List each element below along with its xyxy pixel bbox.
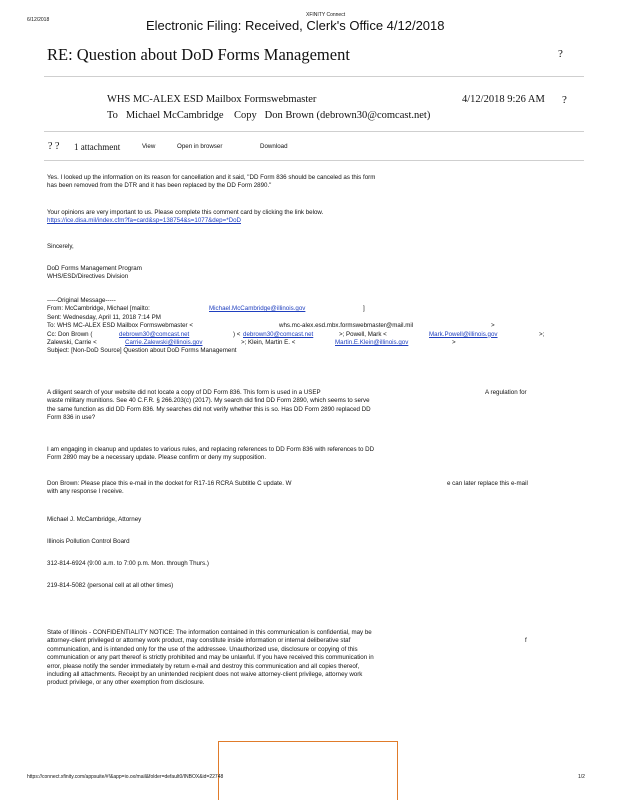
email-address: whs.mc-alex.esd.mbx.formswebmaster@mail.mil	[279, 322, 414, 330]
divider	[44, 160, 584, 161]
footer-url: https://connect.xfinity.com/appsuite/#!&app=io.ox/mail&folder=default0/INBOX&id=22748	[27, 774, 224, 780]
email-subject: RE: Question about DoD Forms Management	[47, 45, 350, 64]
help-icon[interactable]: ?	[562, 94, 567, 106]
email-link[interactable]: debrown30@comcast.net	[119, 330, 190, 338]
divider	[44, 131, 584, 132]
email-link[interactable]: Carrie.Zalewski@illinois.gov	[125, 339, 203, 347]
comment-card-link[interactable]: https://ice.disa.mil/index.cfm?fa=card&sp=138754&s=1077&dep=*DoD	[47, 217, 241, 225]
open-in-browser-button[interactable]: Open in browser	[177, 143, 223, 150]
body-paragraph: A diligent search of your website did not locate a copy of DD Form 836. This form is used in a USEP A regulation for waste military munitions. See 40 C.F.R. § 266.203(c) (2017). My search did find DD Form 2890, which seems to serve the same function as did DD Form 836. My searches did not verify whether this is so. Has DD Form 2890 replaced DD Form 836 in use?	[47, 389, 527, 422]
print-date: 6/12/2018	[27, 17, 50, 23]
signature-org: Illinois Pollution Control Board	[47, 538, 130, 545]
message-datetime: 4/12/2018 9:26 AM	[462, 94, 545, 105]
body-paragraph: Yes. I looked up the information on its reason for cancellation and it said, "DD Form 836 should be canceled as this form has been removed from the DTR and it has been replaced by the DD Form 2890."	[47, 174, 376, 190]
signature-name: Michael J. McCambridge, Attorney	[47, 516, 142, 523]
to-recipient[interactable]: Michael McCambridge	[125, 110, 224, 121]
email-link[interactable]: debrown30@comcast.net	[243, 330, 314, 338]
body-paragraph: I am engaging in cleanup and updates to various rules, and replacing references to DD Form 836 with references to DD Form 2890 may be a necessary update. Please confirm or deny my supposition.	[47, 446, 375, 462]
attachment-count[interactable]: 1 attachment	[74, 142, 121, 152]
attachment-icons: ? ?	[48, 141, 60, 152]
copy-label: Copy	[234, 110, 257, 121]
body-paragraph: Don Brown: Please place this e-mail in the docket for R17-16 RCRA Subtitle C update. W e can later replace this e-mail with any response I receive.	[47, 480, 528, 496]
divider	[44, 76, 584, 77]
signature-phone: 312-814-6924 (9:00 a.m. to 7:00 p.m. Mon. through Thurs.)	[47, 560, 209, 567]
closing: Sincerely,	[47, 243, 74, 250]
signature-phone: 219-814-5082 (personal cell at all other times)	[47, 582, 174, 589]
email-link[interactable]: Mark.Powell@illinois.gov	[429, 330, 498, 338]
view-button[interactable]: View	[142, 143, 156, 150]
attachment-preview-frame	[218, 741, 398, 800]
print-stamp: XFINITY Connect	[306, 12, 346, 18]
body-paragraph: Your opinions are very important to us. Please complete this comment card by clicking the link below. https://ice.disa.mil/index.cfm?fa=card&sp=138754&s=1077&dep=*DoD	[47, 209, 577, 226]
filing-stamp: Electronic Filing: Received, Clerk's Office 4/12/2018	[146, 18, 445, 33]
help-icon[interactable]: ?	[558, 48, 563, 60]
download-button[interactable]: Download	[260, 143, 288, 150]
sender-name[interactable]: WHS MC-ALEX ESD Mailbox Formswebmaster	[107, 94, 317, 105]
signature-block: DoD Forms Management Program WHS/ESD/Directives Division	[47, 265, 142, 281]
recipients-row	[107, 110, 430, 121]
footer-page-number: 1/2	[578, 774, 585, 780]
to-label: To	[107, 110, 118, 121]
copy-recipient[interactable]: Don Brown (debrown30@comcast.net)	[264, 110, 431, 121]
original-message-header: -----Original Message----- From: McCambridge, Michael [mailto: Michael.McCambridge@illinois.gov ] Sent: Wednesday, April 11, 2018 7:14 PM To: WHS MC-ALEX ESD Mailbox Formswebmaster < whs.mc-alex.esd.mbx.formswebmaster@mail.mil > Cc: Don Brown ( debrown30@comcast.net ) < debrown30@comcast.net >; Powell, Mark < Mark.Powell@illinois.gov >; Zalewski, Carrie < Carrie.Zalewski@illinois.gov >; Klein, Martin E. < Martin.E.Klein@illinois.gov > Subject: [Non-DoD Source] Question about DoD Forms Management	[47, 297, 545, 355]
confidentiality-notice: State of Illinois - CONFIDENTIALITY NOTICE: The information contained in this communication is confidential, may be attorney-client privileged or attorney work product, may constitute inside information or internal deliberative staf f communication, and is intended only for the use of the addressee. Unauthorized use, disclosure or copying of this communication or any part thereof is strictly prohibited and may be unlawful. If you have received this communication in error, please notify the sender immediately by return e-mail and destroy this communication and all copies thereof, including all attachments. Receipt by an unintended recipient does not waive attorney-client privilege, attorney work product privilege, or any other exemption from disclosure.	[47, 629, 527, 687]
email-link[interactable]: Martin.E.Klein@illinois.gov	[335, 339, 409, 347]
email-link[interactable]: Michael.McCambridge@illinois.gov	[209, 305, 306, 313]
